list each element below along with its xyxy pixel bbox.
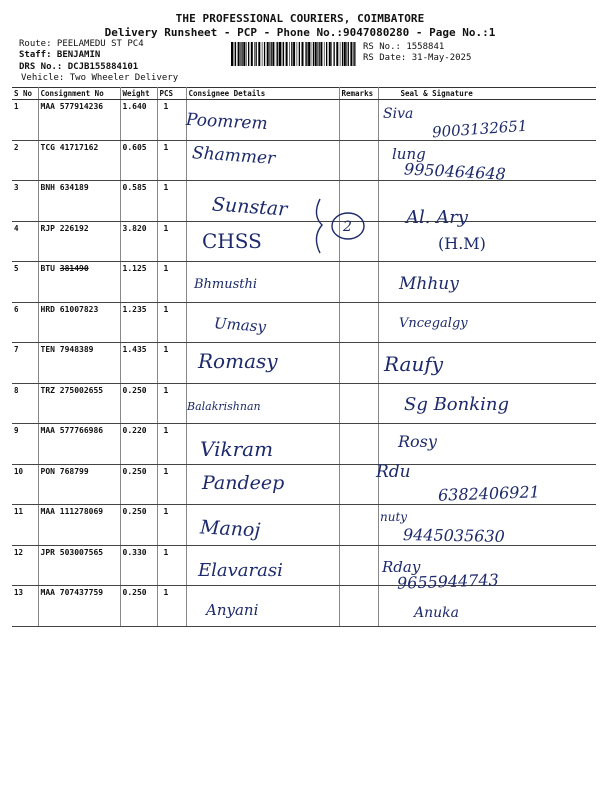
barcode-bar bbox=[282, 42, 283, 66]
sno-cell: 10 bbox=[12, 464, 38, 505]
handwritten-consignee-8: Balakrishnan bbox=[187, 400, 261, 413]
barcode-bar bbox=[344, 42, 346, 66]
pcs-cell: 1 bbox=[157, 140, 186, 181]
handwritten-consignee-3: Sunstar bbox=[211, 193, 288, 221]
weight-cell: 1.125 bbox=[120, 262, 157, 303]
table-row bbox=[12, 505, 596, 546]
handwritten-consignee-9: Vikram bbox=[200, 437, 274, 461]
consignment-cell: PON 768799 bbox=[38, 464, 120, 505]
rs-date: RS Date: 31-May-2025 bbox=[363, 53, 472, 63]
barcode-bar bbox=[240, 42, 241, 66]
sno-cell: 3 bbox=[12, 181, 38, 222]
barcode-bar bbox=[238, 42, 240, 66]
handwritten-signature-5: Mhhuy bbox=[399, 274, 459, 294]
barcode-bar bbox=[334, 42, 335, 66]
consignment-cell: MAA 111278069 bbox=[38, 505, 120, 546]
handwritten-consignee-12: Elavarasi bbox=[198, 560, 283, 581]
barcode-bar bbox=[254, 42, 255, 66]
pcs-cell: 1 bbox=[157, 221, 186, 262]
barcode-bar bbox=[317, 42, 318, 66]
pcs-cell: 1 bbox=[157, 181, 186, 222]
weight-cell: 0.330 bbox=[120, 545, 157, 586]
vehicle-label: Vehicle: Two Wheeler Delivery bbox=[21, 73, 179, 83]
barcode-bar bbox=[320, 42, 322, 66]
col-header-sno: S No bbox=[12, 88, 38, 100]
barcode-bar bbox=[246, 42, 247, 66]
handwritten-phone-2: 9950464648 bbox=[403, 159, 507, 184]
pcs-cell: 1 bbox=[157, 424, 186, 465]
barcode-bar bbox=[311, 42, 312, 66]
sno-cell: 8 bbox=[12, 383, 38, 424]
barcode-bar bbox=[336, 42, 338, 66]
table-row bbox=[12, 221, 596, 262]
barcode-bar bbox=[293, 42, 295, 66]
barcode-bar bbox=[297, 42, 298, 66]
pcs-cell: 1 bbox=[157, 586, 186, 627]
handwritten-signature-7: Raufy bbox=[384, 352, 444, 376]
barcode-bar bbox=[354, 42, 355, 66]
barcode-bar bbox=[340, 42, 341, 66]
consignment-cell: TEN 7948389 bbox=[38, 343, 120, 384]
sno-cell: 13 bbox=[12, 586, 38, 627]
col-header-remarks: Remarks bbox=[339, 88, 378, 100]
weight-cell: 0.250 bbox=[120, 464, 157, 505]
weight-cell: 1.435 bbox=[120, 343, 157, 384]
handwritten-signature-4: Al. Ary bbox=[406, 207, 468, 228]
handwritten-phone-10: 6382406921 bbox=[437, 482, 541, 505]
staff-label: Staff: BENJAMIN bbox=[19, 50, 101, 60]
handwritten-signature-8: Sg Bonking bbox=[404, 394, 510, 415]
handwritten-phone-11: 9445035630 bbox=[402, 525, 505, 546]
pcs-cell: 1 bbox=[157, 505, 186, 546]
barcode-bar bbox=[302, 42, 304, 66]
barcode-bar bbox=[346, 42, 347, 66]
weight-cell: 0.250 bbox=[120, 505, 157, 546]
col-header-weight: Weight bbox=[120, 88, 157, 100]
barcode-bar bbox=[243, 42, 245, 66]
pcs-cell: 1 bbox=[157, 545, 186, 586]
barcode-bar bbox=[319, 42, 320, 66]
barcode-bar bbox=[342, 42, 343, 66]
table-row bbox=[12, 424, 596, 465]
weight-cell: 1.640 bbox=[120, 100, 157, 141]
col-header-consignee: Consignee Details bbox=[186, 88, 339, 100]
handwritten-consignee-2: Shammer bbox=[191, 143, 276, 169]
pcs-cell: 1 bbox=[157, 464, 186, 505]
consignment-cell: BTU 381490 bbox=[38, 262, 120, 303]
handwritten-consignee-11: Manoj bbox=[199, 516, 261, 542]
barcode-bar bbox=[277, 42, 278, 66]
handwritten-consignee-7: Romasy bbox=[198, 349, 278, 373]
sno-cell: 9 bbox=[12, 424, 38, 465]
barcode-bar bbox=[350, 42, 352, 66]
barcode-bar bbox=[329, 42, 331, 66]
weight-cell: 1.235 bbox=[120, 302, 157, 343]
barcode-bar bbox=[313, 42, 314, 66]
barcode-bar bbox=[348, 42, 349, 66]
remarks-cell bbox=[339, 424, 378, 465]
remarks-cell bbox=[339, 383, 378, 424]
sno-cell: 2 bbox=[12, 140, 38, 181]
pcs-cell: 1 bbox=[157, 100, 186, 141]
remarks-cell bbox=[339, 343, 378, 384]
barcode-bar bbox=[251, 42, 253, 66]
handwritten-signature-10: Rdu bbox=[376, 462, 411, 482]
runsheet-subtitle: Delivery Runsheet - PCP - Phone No.:9047080280 - Page No.:1 bbox=[104, 26, 496, 39]
runsheet-table bbox=[12, 87, 596, 627]
handwritten-signature-12: Rday bbox=[382, 558, 421, 576]
barcode-bar bbox=[306, 42, 307, 66]
consignment-cell: TCG 41717162 bbox=[38, 140, 120, 181]
handwritten-signature-2: lung bbox=[392, 145, 426, 163]
barcode-bar bbox=[231, 42, 233, 66]
barcode-bar bbox=[353, 42, 354, 66]
handwritten-signature-13: Anuka bbox=[414, 605, 459, 621]
barcode-bar bbox=[289, 42, 290, 66]
handwritten-consignee-6: Umasy bbox=[213, 314, 267, 336]
weight-cell: 0.220 bbox=[120, 424, 157, 465]
table-row bbox=[12, 181, 596, 222]
consignment-cell: MAA 707437759 bbox=[38, 586, 120, 627]
col-header-consignment: Consignment No bbox=[38, 88, 120, 100]
consignment-cell: MAA 577914236 bbox=[38, 100, 120, 141]
company-title: THE PROFESSIONAL COURIERS, COIMBATORE bbox=[175, 12, 425, 25]
barcode-bar bbox=[235, 42, 236, 66]
sno-cell: 6 bbox=[12, 302, 38, 343]
weight-cell: 0.250 bbox=[120, 586, 157, 627]
sno-cell: 7 bbox=[12, 343, 38, 384]
barcode-bar bbox=[299, 42, 300, 66]
barcode-bar bbox=[276, 42, 277, 66]
barcode-bar bbox=[308, 42, 310, 66]
table-row bbox=[12, 586, 596, 627]
handwritten-signature-6: Vncegalgy bbox=[399, 316, 468, 331]
route-label: Route: PEELAMEDU ST PC4 bbox=[19, 39, 144, 49]
consignment-cell: BNH 634189 bbox=[38, 181, 120, 222]
rs-number: RS No.: 1558841 bbox=[363, 42, 445, 52]
table-row bbox=[12, 343, 596, 384]
table-row bbox=[12, 262, 596, 303]
handwritten-phone-1: 9003132651 bbox=[431, 116, 528, 142]
remarks-cell bbox=[339, 100, 378, 141]
barcode-bar bbox=[324, 42, 325, 66]
remarks-cell bbox=[339, 464, 378, 505]
circle-number: 2 bbox=[343, 219, 352, 235]
consignment-cell: TRZ 275002655 bbox=[38, 383, 120, 424]
barcode-bar bbox=[291, 42, 292, 66]
handwritten-consignee-1: Poomrem bbox=[185, 109, 269, 135]
barcode-bar bbox=[315, 42, 317, 66]
consignment-cell: MAA 577766986 bbox=[38, 424, 120, 465]
handwritten-consignee-10: Pandeep bbox=[202, 472, 285, 494]
barcode-image bbox=[231, 42, 357, 66]
sno-cell: 4 bbox=[12, 221, 38, 262]
barcode-bar bbox=[256, 42, 257, 66]
barcode-bar bbox=[262, 42, 263, 66]
sno-cell: 12 bbox=[12, 545, 38, 586]
remarks-cell bbox=[339, 302, 378, 343]
barcode-bar bbox=[269, 42, 270, 66]
pcs-cell: 1 bbox=[157, 262, 186, 303]
handwritten-consignee-5: Bhmusthi bbox=[194, 277, 258, 292]
barcode-bar bbox=[258, 42, 260, 66]
weight-cell: 3.820 bbox=[120, 221, 157, 262]
col-header-pcs: PCS bbox=[157, 88, 186, 100]
barcode-bar bbox=[271, 42, 272, 66]
remarks-cell bbox=[339, 545, 378, 586]
handwritten-signature-11: nuty bbox=[380, 510, 408, 524]
barcode-bar bbox=[234, 42, 235, 66]
barcode-bar bbox=[279, 42, 281, 66]
barcode-bar bbox=[241, 42, 242, 66]
pcs-cell: 1 bbox=[157, 383, 186, 424]
consignment-cell: RJP 226192 bbox=[38, 221, 120, 262]
weight-cell: 0.605 bbox=[120, 140, 157, 181]
table-row bbox=[12, 140, 596, 181]
handwritten-signature-9: Rosy bbox=[398, 432, 437, 451]
table-row bbox=[12, 302, 596, 343]
barcode-bar bbox=[286, 42, 288, 66]
handwritten-consignee-4: CHSS bbox=[202, 229, 262, 253]
handwritten-consignee-13: Anyani bbox=[206, 601, 259, 619]
table-row bbox=[12, 545, 596, 586]
drs-number: DRS No.: DCJB155884101 bbox=[19, 62, 139, 72]
handwritten-signature-1: Siva bbox=[383, 106, 414, 122]
weight-cell: 0.585 bbox=[120, 181, 157, 222]
remarks-cell bbox=[339, 586, 378, 627]
pcs-cell: 1 bbox=[157, 302, 186, 343]
table-header-row bbox=[12, 88, 596, 100]
sno-cell: 5 bbox=[12, 262, 38, 303]
sno-cell: 11 bbox=[12, 505, 38, 546]
barcode-bar bbox=[248, 42, 249, 66]
consignment-cell: HRD 61007823 bbox=[38, 302, 120, 343]
remarks-cell bbox=[339, 262, 378, 303]
pcs-cell: 1 bbox=[157, 343, 186, 384]
handwritten-phone-12: 9655944743 bbox=[396, 570, 500, 593]
bracket-circle-mark bbox=[310, 195, 370, 257]
remarks-cell bbox=[339, 505, 378, 546]
weight-cell: 0.250 bbox=[120, 383, 157, 424]
barcode-bar bbox=[272, 42, 274, 66]
handwritten-signature-4b: (H.M) bbox=[438, 234, 486, 253]
remarks-cell bbox=[339, 140, 378, 181]
barcode-bar bbox=[283, 42, 284, 66]
barcode-bar bbox=[326, 42, 327, 66]
barcode-bar bbox=[264, 42, 265, 66]
consignment-cell: JPR 503007565 bbox=[38, 545, 120, 586]
col-header-signature: Seal & Signature bbox=[378, 88, 596, 100]
sno-cell: 1 bbox=[12, 100, 38, 141]
barcode-bar bbox=[305, 42, 306, 66]
barcode-bar bbox=[331, 42, 332, 66]
barcode-bar bbox=[267, 42, 269, 66]
